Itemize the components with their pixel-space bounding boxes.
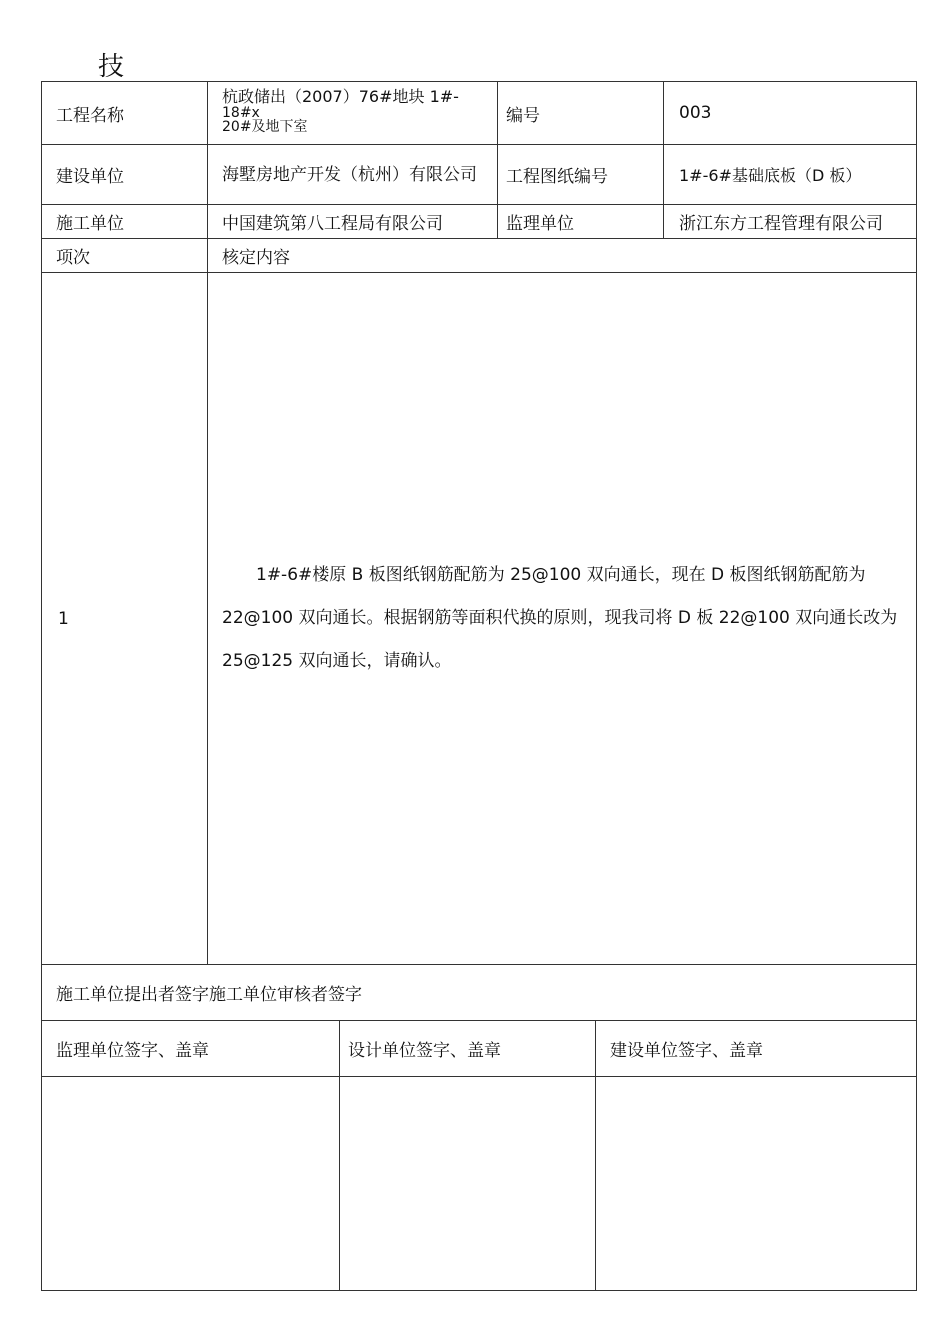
row-sign-boxes: [42, 1077, 917, 1291]
owner-sign-label: 建设单位签字、盖章: [596, 1021, 917, 1077]
design-sign-label: 设计单位签字、盖章: [340, 1021, 596, 1077]
supervisor-value: 浙江东方工程管理有限公司: [664, 205, 917, 239]
item-number: 1: [42, 273, 208, 965]
row-content: [42, 273, 917, 965]
contractor-sign-label: 施工单位提出者签字施工单位审核者签字: [42, 965, 917, 1021]
drawing-no-value: 1#-6#基础底板（D 板）: [664, 145, 917, 205]
row-project-name: [42, 82, 917, 145]
contractor-label: 施工单位: [42, 205, 208, 239]
project-name-line-1: 杭政储出（2007）76#地块 1#-: [222, 87, 459, 106]
row-sign-labels: [42, 1021, 917, 1077]
contractor-value: 中国建筑第八工程局有限公司: [208, 205, 498, 239]
content-text: 1#-6#楼原 B 板图纸钢筋配筋为 25@100 双向通长，现在 D 板图纸钢筋配筋为 22@100 双向通长。根据钢筋等面积代换的原则，现我司将 D 板 22@100 双向通长改为 25@125 双向通长，请确认。: [208, 273, 917, 965]
row-owner: [42, 145, 917, 205]
supervisor-label: 监理单位: [498, 205, 664, 239]
content-header: 核定内容: [208, 239, 917, 273]
item-header: 项次: [42, 239, 208, 273]
number-value: 003: [664, 82, 917, 145]
owner-value: 海墅房地产开发（杭州）有限公司: [208, 145, 498, 205]
drawing-no-label: 工程图纸编号: [498, 145, 664, 205]
project-name-line-3: 20#及地下室: [222, 119, 308, 135]
supervisor-sign-label: 监理单位签字、盖章: [42, 1021, 340, 1077]
owner-sign-box: [596, 1077, 917, 1291]
supervisor-sign-box: [42, 1077, 340, 1291]
row-content-header: [42, 239, 917, 273]
verification-form-table: [41, 81, 917, 1291]
project-name-line-2: 18#x: [222, 105, 260, 121]
project-name-value: [222, 82, 497, 144]
row-contractor: [42, 205, 917, 239]
project-name-cell: [208, 82, 498, 145]
document-title-char: 技: [98, 52, 125, 82]
row-contractor-sign: [42, 965, 917, 1021]
number-label: 编号: [498, 82, 664, 145]
design-sign-box: [340, 1077, 596, 1291]
project-name-label: 工程名称: [42, 82, 208, 145]
owner-label: 建设单位: [42, 145, 208, 205]
